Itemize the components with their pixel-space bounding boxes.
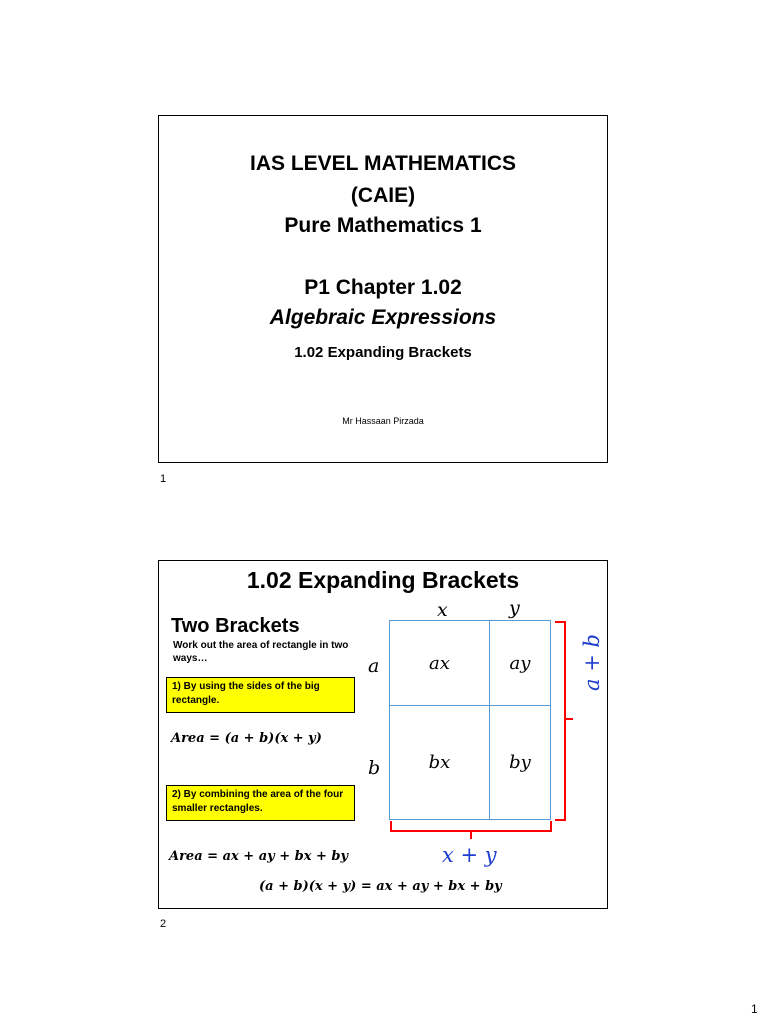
label-y: y [509,597,520,619]
area-formula-2: Area = ax + ay + bx + by [169,849,349,864]
course-title: IAS LEVEL MATHEMATICS [249,152,516,175]
cell-by: by [489,705,551,820]
label-x: x [437,599,448,621]
label-a-plus-b: a + b [580,634,604,691]
expansion-identity: (a + b)(x + y) = ax + ay + bx + by [259,879,502,894]
author-name: Mr Hassaan Pirzada [342,416,424,426]
area-formula-1: Area = (a + b)(x + y) [171,731,322,746]
method-1-box: 1) By using the sides of the big rectangle. [166,677,355,713]
label-a: a [368,655,380,677]
brace-bottom [390,821,552,841]
section-title: 1.02 Expanding Brackets [294,344,472,361]
method-2-box: 2) By combining the area of the four smaller rectangles. [166,785,355,821]
section-heading: Two Brackets [171,615,300,637]
sheet-page-number: 1 [751,1002,758,1016]
paper-name: Pure Mathematics 1 [284,214,482,237]
cell-ax: ax [389,620,490,706]
slide-title: 1.02 Expanding Brackets [246,567,520,593]
cell-ay: ay [489,620,551,706]
slide-2 [158,560,608,909]
label-x-plus-y: x + y [442,843,497,867]
chapter-title: Algebraic Expressions [269,306,497,329]
brace-right [555,621,575,821]
chapter-number: P1 Chapter 1.02 [304,276,462,299]
slide-1 [158,115,608,463]
instruction-text: Work out the area of rectangle in two ways… [173,640,349,664]
slide-2-number: 2 [160,918,167,930]
slide-1-number: 1 [160,473,167,485]
label-b: b [368,757,381,779]
cell-bx: bx [389,705,490,820]
exam-board: (CAIE) [350,184,416,207]
